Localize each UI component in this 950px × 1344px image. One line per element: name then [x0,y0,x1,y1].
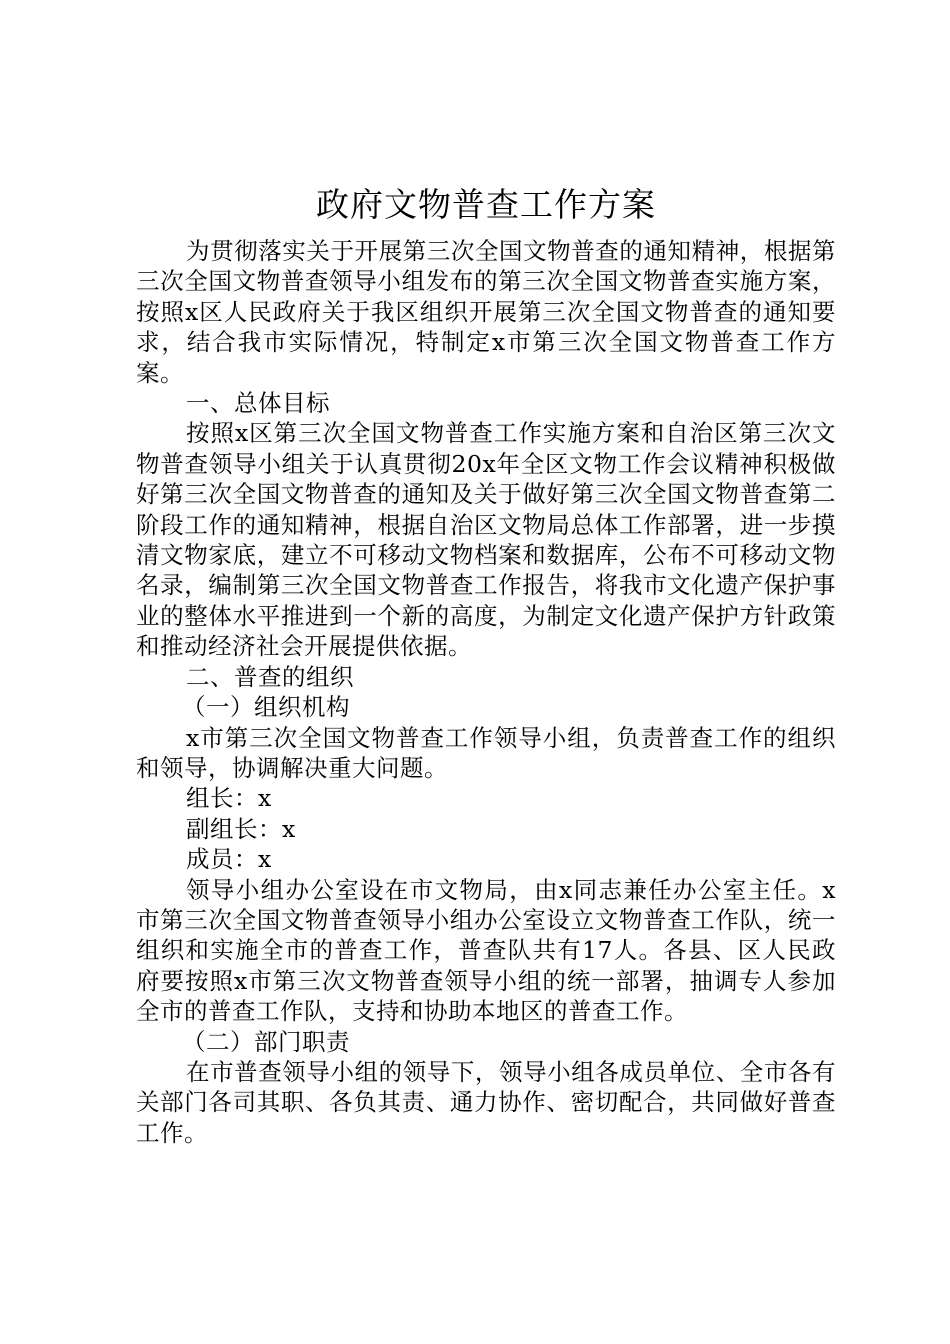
document-page [136,178,836,1148]
leader-line: 组长：x [186,784,272,813]
section-heading-goal: 一、总体目标 [186,389,330,418]
goal-paragraph: 按照x区第三次全国文物普查工作实施方案和自治区第三次文物普查领导小组关于认真贯彻20x年全区文物工作会议精神积极做好第三次全国文物普查的通知及关于做好第三次全国文物普查第二阶段工作的通知精神，根据自治区文物局总体工作部署，进一步摸清文物家底，建立不可移动文物档案和数据库，公布不可移动文物名录，编制第三次全国文物普查工作报告，将我市文化遗产保护事业的整体水平推进到一个新的高度，为制定文化遗产保护方针政策和推动经济社会开展提供依据。 [136,419,836,661]
intro-paragraph: 为贯彻落实关于开展第三次全国文物普查的通知精神，根据第三次全国文物普查领导小组发布的第三次全国文物普查实施方案，按照x区人民政府关于我区组织开展第三次全国文物普查的通知要求，结合我市实际情况，特制定x市第三次全国文物普查工作方案。 [136,237,836,387]
office-paragraph: 领导小组办公室设在市文物局，由x同志兼任办公室主任。x市第三次全国文物普查领导小组办公室设立文物普查工作队，统一组织和实施全市的普查工作，普查队共有17人。各县、区人民政府要按照x市第三次文物普查领导小组的统一部署，抽调专人参加全市的普查工作队，支持和协助本地区的普查工作。 [136,875,836,1026]
deputy-leader-line: 副组长：x [186,814,296,843]
agency-paragraph: x市第三次全国文物普查工作领导小组，负责普查工作的组织和领导，协调解决重大问题。 [136,723,836,782]
section-heading-organization: 二、普查的组织 [186,662,354,691]
members-line: 成员：x [186,845,272,874]
document-title: 政府文物普查工作方案 [316,185,656,224]
duties-paragraph: 在市普查领导小组的领导下，领导小组各成员单位、全市各有关部门各司其职、各负其责、通力协作、密切配合，共同做好普查工作。 [136,1057,836,1147]
subsection-heading-duties: （二）部门职责 [182,1027,350,1056]
subsection-heading-agency: （一）组织机构 [182,693,350,722]
